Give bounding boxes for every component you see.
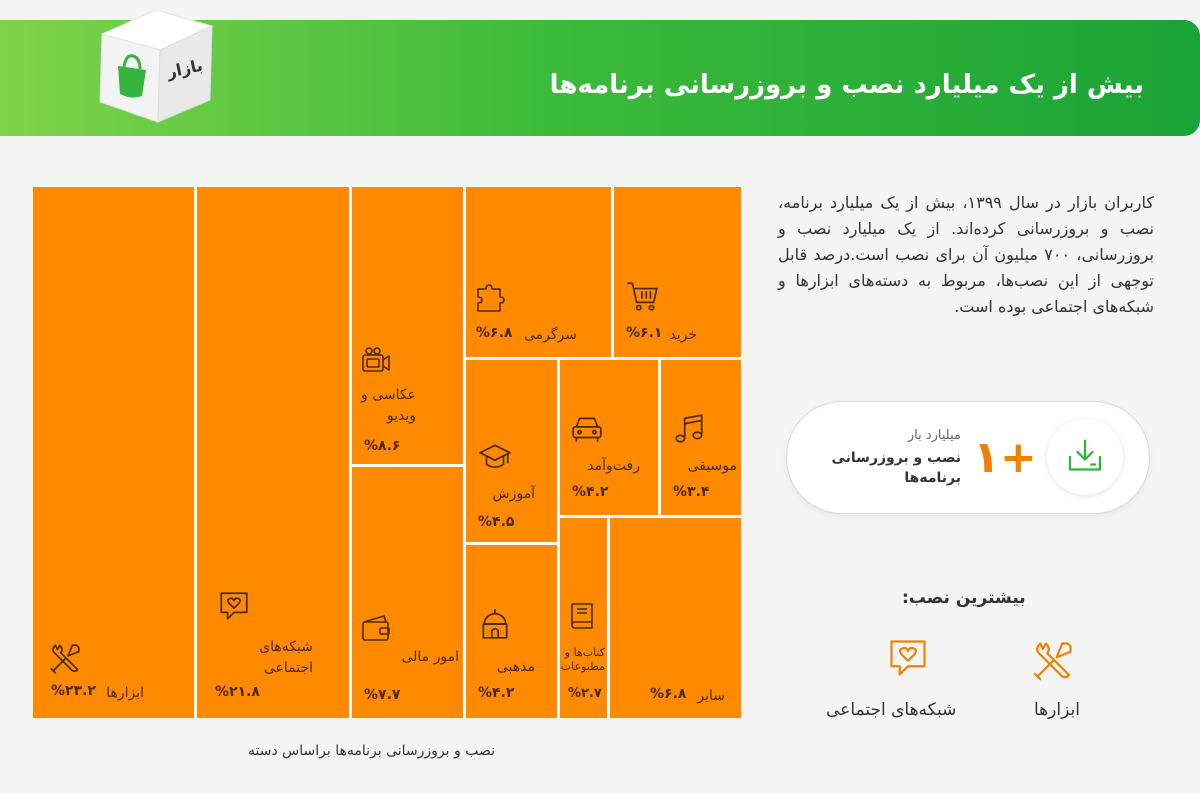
- treemap-cell-other: [610, 518, 741, 718]
- cell-label-tools: ابزارها: [106, 685, 144, 701]
- cell-label-finance: امور مالی: [401, 649, 459, 665]
- cell-label-transport: رفت‌وآمد: [587, 458, 640, 474]
- treemap-cell-shopping: [614, 187, 741, 357]
- cell-label-religious: مذهبی: [496, 659, 535, 675]
- cell-label-books: کتاب‌ها و مطبوعات: [560, 646, 605, 673]
- cell-label-music: موسیقی: [687, 458, 737, 474]
- chat-heart-icon: [217, 589, 251, 623]
- cell-value-books: %۲.۷: [568, 686, 602, 701]
- mosque-icon: [478, 607, 512, 641]
- cell-label-shopping: خرید: [669, 327, 697, 343]
- cell-label-entertainment: سرگرمی: [523, 327, 577, 343]
- top-installs-item-tools: ابزارها: [1034, 700, 1080, 720]
- treemap-cell-transport: [560, 360, 658, 515]
- download-icon: [1065, 437, 1105, 477]
- top-installs-title: بیشترین نصب:: [902, 588, 1026, 608]
- description-text: کاربران بازار در سال ۱۳۹۹، بیش از یک میلیارد برنامه، نصب و بروزرسانی کرده‌اند. از یک میلیارد نصب و بروزرسانی، ۷۰۰ میلیون آن برای نصب است.درصد قابل توجهی از این نصب‌ها، مربوط به دسته‌های ابزارها و شبکه‌های اجتماعی بوده است.: [778, 193, 1155, 316]
- treemap-cell-music: [661, 360, 741, 515]
- cell-label-other: سایر: [697, 688, 725, 704]
- chat-heart-icon: [886, 636, 930, 680]
- stat-description: [791, 448, 961, 488]
- stat-desc-line2: برنامه‌ها: [904, 470, 961, 486]
- cell-value-shopping: %۶.۱: [626, 325, 663, 341]
- cart-icon: [626, 279, 660, 313]
- cell-value-finance: %۷.۷: [364, 687, 401, 703]
- cell-value-social: %۲۱.۸: [215, 684, 260, 700]
- treemap-chart: [33, 187, 741, 718]
- tools-icon: [49, 641, 83, 675]
- cell-value-photo: %۸.۶: [364, 438, 401, 454]
- cell-value-other: %۶.۸: [650, 686, 687, 702]
- logo-text: بازار: [165, 55, 205, 82]
- cell-value-education: %۴.۵: [478, 514, 515, 530]
- graduation-cap-icon: [478, 440, 512, 474]
- stat-value: ۱+: [973, 432, 1037, 483]
- wallet-icon: [360, 612, 392, 644]
- stat-card: [786, 401, 1150, 514]
- treemap-cell-photo: [352, 187, 463, 464]
- treemap-cell-social: [197, 187, 349, 718]
- cell-value-entertainment: %۶.۸: [476, 325, 513, 341]
- top-installs-item-social: شبکه‌های اجتماعی: [826, 700, 957, 720]
- treemap-cell-books: [560, 518, 607, 718]
- bazaar-logo: [96, 4, 216, 128]
- stat-unit: میلیارد بار: [907, 428, 961, 443]
- download-badge: [1047, 419, 1123, 495]
- cell-value-transport: %۴.۲: [572, 484, 609, 500]
- cell-value-religious: %۴.۲: [478, 685, 515, 701]
- chart-caption: نصب و بروزرسانی برنامه‌ها براساس دسته: [248, 743, 495, 759]
- book-icon: [567, 600, 599, 632]
- camera-icon: [360, 345, 392, 377]
- treemap-cell-tools: [33, 187, 194, 718]
- cell-label-photo: عکاسی و ویدیو: [361, 387, 416, 424]
- treemap-cell-education: [466, 360, 557, 542]
- cell-label-education: آموزش: [492, 486, 535, 502]
- treemap-cell-religious: [466, 545, 557, 718]
- treemap-cell-finance: [352, 467, 463, 718]
- page-title: بیش از یک میلیارد نصب و بروزرسانی برنامه‌ها: [549, 70, 1144, 100]
- cell-value-tools: %۲۳.۲: [51, 683, 96, 699]
- treemap-cell-entertainment: [466, 187, 611, 357]
- puzzle-icon: [474, 283, 506, 315]
- cell-label-social: شبکه‌های اجتماعی: [259, 639, 313, 676]
- tools-icon: [1032, 638, 1076, 682]
- stat-desc-line1: نصب و بروزرسانی: [831, 450, 961, 466]
- cell-value-music: %۳.۴: [673, 484, 710, 500]
- car-icon: [570, 412, 604, 446]
- music-note-icon: [673, 412, 707, 446]
